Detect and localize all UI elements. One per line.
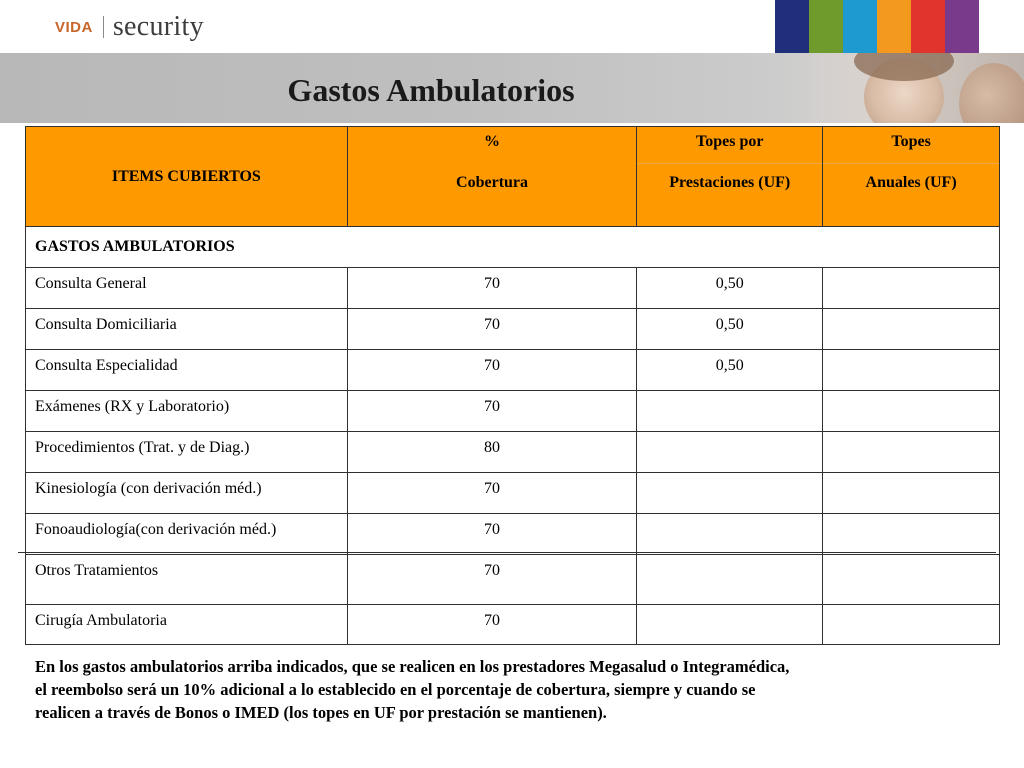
- cell-tope-anual: [823, 605, 1000, 645]
- logo-vida-text: VIDA: [55, 18, 93, 36]
- cell-item: Consulta Especialidad: [26, 350, 348, 391]
- section-label: GASTOS AMBULATORIOS: [26, 227, 1000, 268]
- cell-item: Consulta Domiciliaria: [26, 309, 348, 350]
- cell-tope-prestacion: [637, 605, 823, 645]
- cell-item: Procedimientos (Trat. y de Diag.): [26, 432, 348, 473]
- color-bar-4: [877, 0, 911, 60]
- brand-color-bars: [775, 0, 979, 60]
- cell-cobertura: 70: [347, 309, 637, 350]
- cell-tope-prestacion: 0,50: [637, 309, 823, 350]
- cell-cobertura: 80: [347, 432, 637, 473]
- coverage-table: [25, 126, 1000, 645]
- header-cobertura-symbol: %: [484, 133, 501, 150]
- cell-cobertura: 70: [347, 605, 637, 645]
- table-row: [26, 309, 1000, 350]
- header-topes-anuales-bottom: Anuales (UF): [865, 174, 957, 191]
- vida-security-logo: [55, 10, 204, 44]
- cell-cobertura: 70: [347, 473, 637, 514]
- cell-tope-anual: [823, 473, 1000, 514]
- cell-tope-anual: [823, 309, 1000, 350]
- cell-item: Consulta General: [26, 268, 348, 309]
- cell-tope-prestacion: 0,50: [637, 350, 823, 391]
- cell-tope-prestacion: 0,50: [637, 268, 823, 309]
- table-row: [26, 555, 1000, 605]
- color-bar-5: [911, 0, 945, 60]
- color-bar-1: [775, 0, 809, 60]
- cell-tope-anual: [823, 268, 1000, 309]
- cell-cobertura: 70: [347, 514, 637, 555]
- cell-cobertura: 70: [347, 555, 637, 605]
- color-bar-2: [809, 0, 843, 60]
- cell-item: Cirugía Ambulatoria: [26, 605, 348, 645]
- cell-cobertura: 70: [347, 391, 637, 432]
- footnote-line-3: realicen a través de Bonos o IMED (los topes en UF por prestación se mantienen).: [35, 703, 607, 722]
- cell-item: Fonoaudiología(con derivación méd.): [26, 514, 348, 555]
- logo-security-text: security: [112, 11, 204, 42]
- cell-cobertura: 70: [347, 350, 637, 391]
- header-cobertura: [347, 127, 637, 227]
- table-header-row: [26, 127, 1000, 227]
- table-row: [26, 350, 1000, 391]
- logo-separator: [103, 16, 104, 38]
- color-bar-3: [843, 0, 877, 60]
- header-topes-anuales: [823, 127, 1000, 227]
- cell-tope-anual: [823, 391, 1000, 432]
- cell-cobertura: 70: [347, 268, 637, 309]
- cell-item: Kinesiología (con derivación méd.): [26, 473, 348, 514]
- table-row: [26, 473, 1000, 514]
- cell-tope-anual: [823, 555, 1000, 605]
- table-row: [26, 514, 1000, 555]
- footnote-line-1: En los gastos ambulatorios arriba indicados, que se realicen en los prestadores Megasalud o Integramédica,: [35, 657, 790, 676]
- header-topes-prestaciones-top: Topes por: [637, 127, 822, 164]
- cell-item: Otros Tratamientos: [26, 555, 348, 605]
- cell-tope-anual: [823, 432, 1000, 473]
- stray-divider-line: [18, 552, 996, 553]
- footnote-line-2: el reembolso será un 10% adicional a lo establecido en el porcentaje de cobertura, siempre y cuando se: [35, 680, 756, 699]
- page-title: Gastos Ambulatorios: [287, 72, 575, 108]
- table-row: [26, 605, 1000, 645]
- cell-tope-prestacion: [637, 432, 823, 473]
- table-row: [26, 432, 1000, 473]
- cell-tope-prestacion: [637, 514, 823, 555]
- cell-item: Exámenes (RX y Laboratorio): [26, 391, 348, 432]
- header-topes-prestaciones-bottom: Prestaciones (UF): [669, 174, 791, 191]
- footnote: [35, 655, 995, 724]
- table-row: [26, 268, 1000, 309]
- cell-tope-prestacion: [637, 473, 823, 514]
- cell-tope-anual: [823, 350, 1000, 391]
- header-topes-prestaciones: [637, 127, 823, 227]
- header-items-cubiertos: ITEMS CUBIERTOS: [26, 127, 348, 227]
- color-bar-6: [945, 0, 979, 60]
- cell-tope-prestacion: [637, 391, 823, 432]
- section-row: [26, 227, 1000, 268]
- table-row: [26, 391, 1000, 432]
- header-topes-anuales-top: Topes: [823, 127, 999, 164]
- cell-tope-anual: [823, 514, 1000, 555]
- header-cobertura-label: Cobertura: [456, 174, 529, 191]
- cell-tope-prestacion: [637, 555, 823, 605]
